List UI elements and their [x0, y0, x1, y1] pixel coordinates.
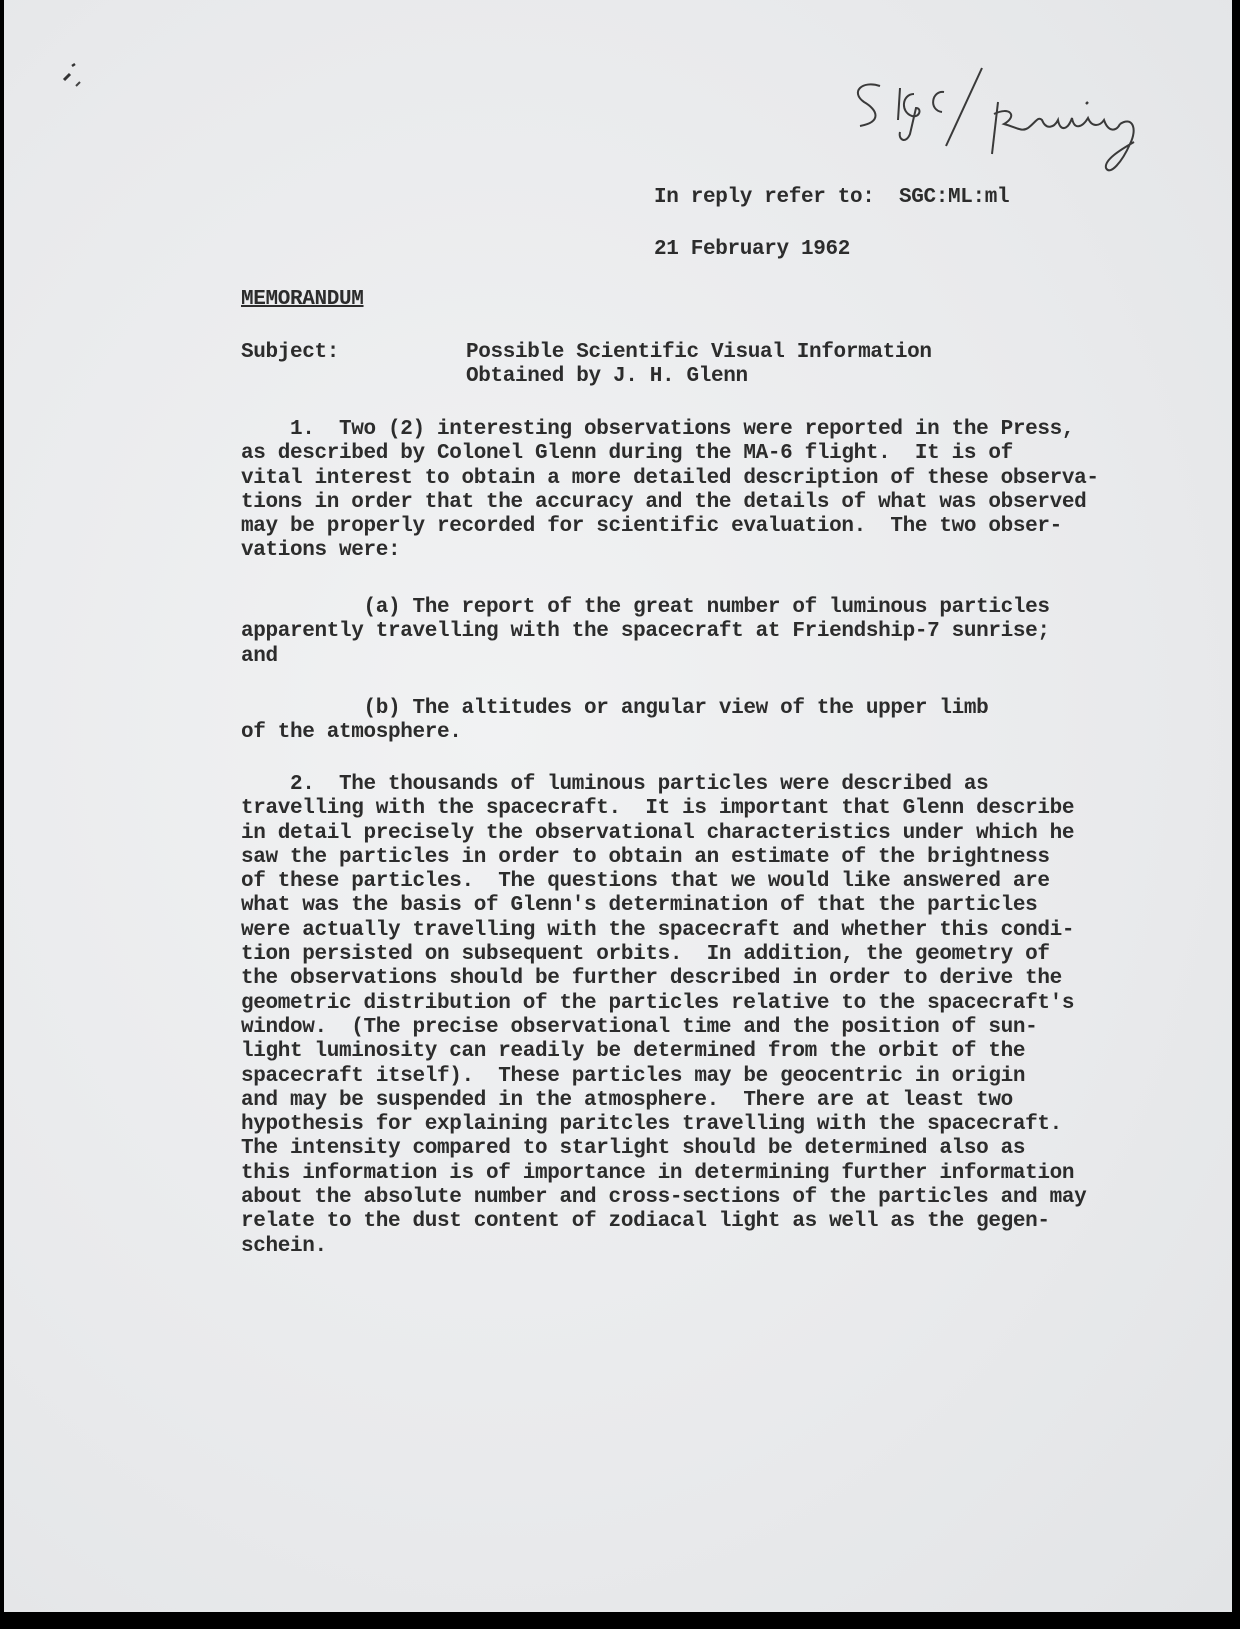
memo-date: 21 February 1962 [654, 238, 851, 261]
paragraph-2-line: about the absolute number and cross-sections of the particles and may [241, 1186, 1087, 1210]
item-a-line: and [241, 644, 278, 668]
paragraph-1-line: 1. Two (2) interesting observations were reported in the Press, [241, 418, 1075, 441]
paragraph-1 [241, 418, 1099, 564]
subject-line-1: Possible Scientific Visual Information [466, 341, 932, 364]
paragraph-2-line: tion persisted on subsequent orbits. In addition, the geometry of [241, 943, 1050, 967]
item-b-line: of the atmosphere. [241, 721, 462, 745]
paragraph-2-line: schein. [241, 1234, 327, 1258]
paragraph-1-line: tions in order that the accuracy and the details of what was observed [241, 490, 1087, 514]
paragraph-1-line: as described by Colonel Glenn during the MA-6 flight. It is of [241, 442, 1013, 466]
memo-title: MEMORANDUM [241, 288, 364, 311]
paper-sheet [4, 0, 1232, 1612]
paragraph-1-line: vations were: [241, 539, 401, 563]
paragraph-2-line: saw the particles in order to obtain an estimate of the brightness [241, 845, 1050, 869]
item-a-line: apparently travelling with the spacecraft at Friendship-7 sunrise; [241, 620, 1050, 644]
paragraph-1-line: vital interest to obtain a more detailed description of these observa- [241, 466, 1099, 490]
paragraph-2-line: geometric distribution of the particles relative to the spacecraft's [241, 991, 1075, 1015]
paragraph-2-line: light luminosity can readily be determined from the orbit of the [241, 1040, 1026, 1064]
paragraph-1-line: may be properly recorded for scientific evaluation. The two obser- [241, 515, 1062, 539]
stray-ink-mark [56, 38, 96, 98]
paragraph-2-line: and may be suspended in the atmosphere. There are at least two [241, 1088, 1013, 1112]
paragraph-2-line: travelling with the spacecraft. It is important that Glenn describe [241, 797, 1075, 821]
paragraph-2-line: window. (The precise observational time and the position of sun- [241, 1015, 1038, 1039]
item-b-line: (b) The altitudes or angular view of the upper limb [241, 697, 989, 720]
paragraph-2-line: the observations should be further described in order to derive the [241, 967, 1062, 991]
paragraph-2-line: of these particles. The questions that we would like answered are [241, 870, 1050, 894]
paragraph-2-line: hypothesis for explaining paritcles travelling with the spacecraft. [241, 1113, 1062, 1137]
paragraph-2-line: The intensity compared to starlight should be determined also as [241, 1137, 1026, 1161]
paragraph-2-line: were actually travelling with the spacecraft and whether this condi- [241, 918, 1075, 942]
item-a [241, 596, 1050, 669]
subject-label: Subject: [241, 341, 340, 364]
paragraph-2-line: relate to the dust content of zodiacal light as well as the gegen- [241, 1210, 1050, 1234]
item-a-line: (a) The report of the great number of luminous particles [241, 596, 1050, 619]
item-b [241, 697, 988, 746]
paragraph-2-line: 2. The thousands of luminous particles were described as [241, 773, 989, 796]
subject-line-2: Obtained by J. H. Glenn [466, 365, 748, 388]
paragraph-2-line: in detail precisely the observational characteristics under which he [241, 821, 1075, 845]
paragraph-2 [241, 773, 1086, 1259]
reply-reference: In reply refer to: SGC:ML:ml [654, 186, 1010, 209]
paragraph-2-line: this information is of importance in determining further information [241, 1161, 1075, 1185]
paragraph-2-line: what was the basis of Glenn's determination of that the particles [241, 894, 1038, 918]
paragraph-2-line: spacecraft itself). These particles may be geocentric in origin [241, 1064, 1026, 1088]
handwritten-routing-note [842, 58, 1162, 198]
